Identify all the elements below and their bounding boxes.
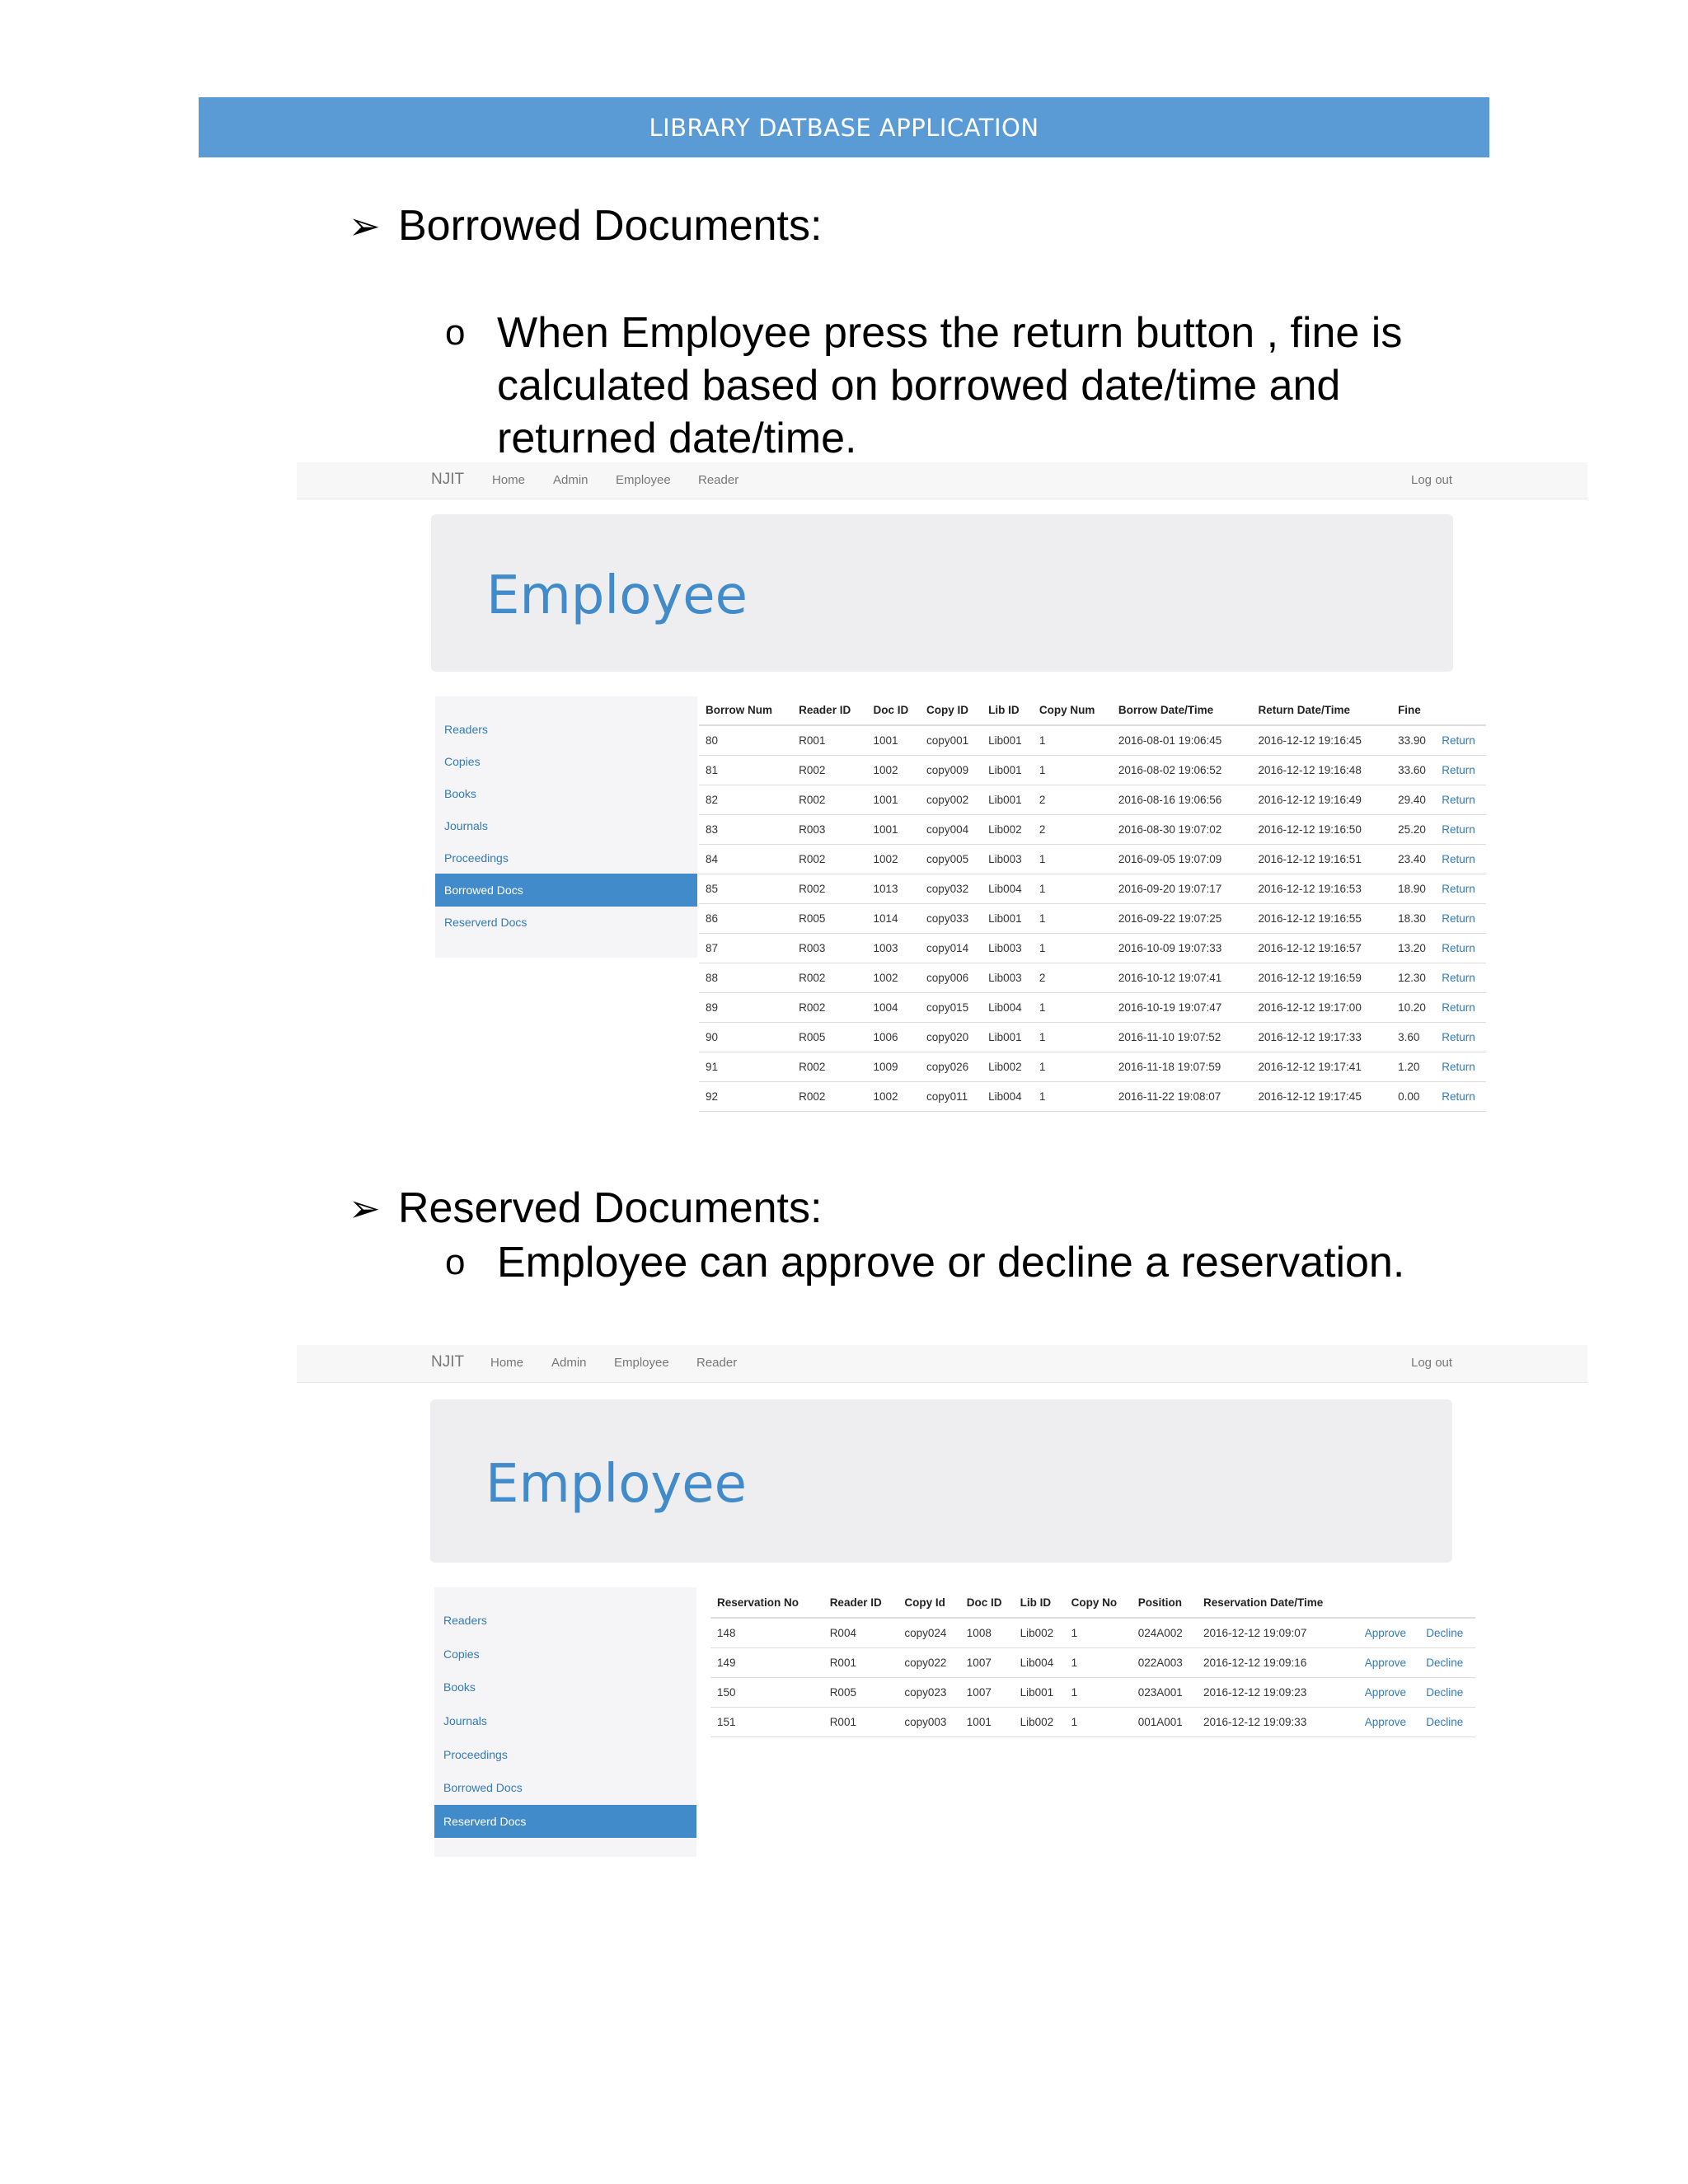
table-cell: 1002 [867, 845, 921, 874]
table-cell: 024A002 [1132, 1618, 1197, 1648]
sidebar-item-copies[interactable]: Copies [443, 1647, 480, 1661]
table-cell: 1008 [960, 1618, 1014, 1648]
column-header: Copy No [1065, 1587, 1132, 1618]
return-link[interactable]: Return [1435, 963, 1486, 993]
column-header: Return Date/Time [1251, 695, 1391, 725]
table-cell: 2016-11-10 19:07:52 [1112, 1023, 1252, 1052]
circle-bullet-icon: o [445, 1242, 466, 1282]
table-cell: R001 [823, 1648, 898, 1678]
return-link[interactable]: Return [1435, 1052, 1486, 1082]
table-cell: 10.20 [1391, 993, 1435, 1023]
page-title: Employee [486, 565, 748, 626]
sidebar-item-borrowed-docs[interactable]: Borrowed Docs [443, 1781, 523, 1794]
table-row [710, 1618, 1475, 1648]
reserved-docs-screenshot [297, 1345, 1587, 1856]
sidebar-item-books[interactable]: Books [444, 787, 476, 800]
top-navbar [297, 462, 1587, 499]
table-row [699, 904, 1486, 934]
return-link[interactable]: Return [1435, 904, 1486, 934]
sub-bullet-text: When Employee press the return button , fine is [497, 309, 1403, 357]
sidebar-item-proceedings[interactable]: Proceedings [444, 851, 509, 865]
table-cell: 23.40 [1391, 845, 1435, 874]
table-header-row [699, 695, 1486, 725]
table-cell: R002 [792, 845, 866, 874]
table-cell: 1002 [867, 1082, 921, 1112]
decline-link[interactable]: Decline [1419, 1708, 1475, 1737]
table-cell: 92 [699, 1082, 792, 1112]
return-link[interactable]: Return [1435, 845, 1486, 874]
column-header: Borrow Date/Time [1112, 695, 1252, 725]
decline-link[interactable]: Decline [1419, 1648, 1475, 1678]
table-cell: 1014 [867, 904, 921, 934]
column-header: Reservation No [710, 1587, 823, 1618]
table-cell: R003 [792, 815, 866, 845]
table-cell: Lib004 [982, 1082, 1033, 1112]
nav-employee[interactable]: Employee [614, 1356, 669, 1370]
sidebar-item-journals[interactable]: Journals [444, 819, 488, 832]
sub-bullet-text: calculated based on borrowed date/time and [497, 362, 1341, 410]
table-cell: 1 [1065, 1678, 1132, 1708]
table-row [699, 1023, 1486, 1052]
table-cell: copy006 [920, 963, 982, 993]
table-cell: 1001 [867, 815, 921, 845]
nav-employee[interactable]: Employee [616, 473, 671, 487]
reserved-docs-table [710, 1587, 1475, 1737]
table-cell: 25.20 [1391, 815, 1435, 845]
table-cell: 1 [1065, 1708, 1132, 1737]
table-cell: Lib001 [982, 904, 1033, 934]
column-header: Borrow Num [699, 695, 792, 725]
table-cell: Lib002 [982, 1052, 1033, 1082]
table-cell: 2016-12-12 19:09:16 [1197, 1648, 1358, 1678]
table-cell: 3.60 [1391, 1023, 1435, 1052]
table-cell: Lib004 [1014, 1648, 1065, 1678]
table-cell: 1 [1065, 1618, 1132, 1648]
document-header [199, 97, 1489, 157]
table-cell: copy023 [898, 1678, 959, 1708]
table-cell: 1 [1033, 725, 1112, 756]
section-heading-borrowed [349, 201, 822, 251]
table-cell: 1002 [867, 963, 921, 993]
column-header: Reservation Date/Time [1197, 1587, 1358, 1618]
sidebar-item-readers[interactable]: Readers [443, 1614, 487, 1627]
table-cell: Lib001 [1014, 1678, 1065, 1708]
table-cell: 2016-10-12 19:07:41 [1112, 963, 1252, 993]
sidebar-item-books[interactable]: Books [443, 1680, 476, 1694]
nav-home[interactable]: Home [492, 473, 526, 487]
table-cell: 2016-08-01 19:06:45 [1112, 725, 1252, 756]
approve-link[interactable]: Approve [1358, 1708, 1419, 1737]
table-cell: 2016-11-18 19:07:59 [1112, 1052, 1252, 1082]
table-cell: 1 [1033, 1023, 1112, 1052]
table-row [699, 756, 1486, 785]
table-cell: 1001 [867, 785, 921, 815]
table-cell: 2016-12-12 19:16:45 [1251, 725, 1391, 756]
table-cell: copy011 [920, 1082, 982, 1112]
table-cell: 1 [1033, 1052, 1112, 1082]
table-cell: 1009 [867, 1052, 921, 1082]
borrowed-docs-table [699, 695, 1486, 1112]
table-cell: 2016-12-12 19:16:48 [1251, 756, 1391, 785]
page-title: Employee [485, 1454, 747, 1515]
section-heading-text: Reserved Documents: [398, 1184, 823, 1232]
table-cell: copy026 [920, 1052, 982, 1082]
navbar-brand[interactable]: NJIT [431, 1353, 465, 1371]
table-cell: 83 [699, 815, 792, 845]
table-row [699, 934, 1486, 963]
column-header: Reader ID [792, 695, 866, 725]
table-cell: Lib004 [982, 993, 1033, 1023]
sidebar-item-readers[interactable]: Readers [444, 723, 488, 736]
navbar-brand[interactable]: NJIT [431, 471, 465, 488]
table-cell: 1006 [867, 1023, 921, 1052]
table-row [710, 1708, 1475, 1737]
table-cell: 022A003 [1132, 1648, 1197, 1678]
table-cell: Lib002 [1014, 1708, 1065, 1737]
table-cell: 2016-12-12 19:16:51 [1251, 845, 1391, 874]
table-cell: 1007 [960, 1648, 1014, 1678]
table-cell: 91 [699, 1052, 792, 1082]
table-cell: 13.20 [1391, 934, 1435, 963]
section-heading-text: Borrowed Documents: [398, 202, 823, 250]
sidebar-item-reserved-docs[interactable]: Reserverd Docs [444, 916, 528, 929]
table-cell: 87 [699, 934, 792, 963]
table-row [699, 993, 1486, 1023]
table-cell: 2016-12-12 19:09:33 [1197, 1708, 1358, 1737]
table-cell: R002 [792, 993, 866, 1023]
column-header: Lib ID [1014, 1587, 1065, 1618]
circle-bullet-icon: o [445, 312, 466, 353]
table-cell: 80 [699, 725, 792, 756]
column-header: Copy Id [898, 1587, 959, 1618]
table-cell: 1.20 [1391, 1052, 1435, 1082]
column-header [1419, 1587, 1475, 1618]
table-cell: 2016-10-19 19:07:47 [1112, 993, 1252, 1023]
table-cell: 90 [699, 1023, 792, 1052]
table-cell: 2016-12-12 19:17:33 [1251, 1023, 1391, 1052]
table-cell: 0.00 [1391, 1082, 1435, 1112]
table-cell: 2016-12-12 19:16:57 [1251, 934, 1391, 963]
table-cell: 1 [1033, 1082, 1112, 1112]
top-navbar [297, 1345, 1587, 1383]
table-cell: 023A001 [1132, 1678, 1197, 1708]
table-cell: 1001 [867, 725, 921, 756]
table-cell: 81 [699, 756, 792, 785]
table-cell: 001A001 [1132, 1708, 1197, 1737]
table-cell: copy003 [898, 1708, 959, 1737]
table-cell: 2016-09-20 19:07:17 [1112, 874, 1252, 904]
table-cell: 2016-12-12 19:16:49 [1251, 785, 1391, 815]
table-cell: 150 [710, 1678, 823, 1708]
table-cell: 18.30 [1391, 904, 1435, 934]
table-cell: 151 [710, 1708, 823, 1737]
table-cell: 2016-12-12 19:16:53 [1251, 874, 1391, 904]
return-link[interactable]: Return [1435, 874, 1486, 904]
return-link[interactable]: Return [1435, 1023, 1486, 1052]
table-cell: 2 [1033, 815, 1112, 845]
table-cell: R005 [792, 1023, 866, 1052]
table-row [710, 1648, 1475, 1678]
table-cell: R002 [792, 963, 866, 993]
table-cell: R001 [792, 725, 866, 756]
table-cell: 2016-12-12 19:17:00 [1251, 993, 1391, 1023]
table-cell: 1004 [867, 993, 921, 1023]
sub-bullet-text: Employee can approve or decline a reservation. [497, 1239, 1405, 1286]
table-row [699, 845, 1486, 874]
column-header: Copy Num [1033, 695, 1112, 725]
table-cell: R005 [792, 904, 866, 934]
table-header-row [710, 1587, 1475, 1618]
table-cell: 88 [699, 963, 792, 993]
sidebar [434, 1587, 696, 1857]
table-row [699, 1052, 1486, 1082]
sidebar-item-reserved-docs[interactable]: Reserverd Docs [434, 1805, 696, 1838]
sidebar-item-journals[interactable]: Journals [443, 1714, 487, 1727]
table-cell: 2016-08-02 19:06:52 [1112, 756, 1252, 785]
column-header: Lib ID [982, 695, 1033, 725]
table-row [699, 1082, 1486, 1112]
document-header-title: LIBRARY DATBASE APPLICATION [649, 113, 1039, 142]
table-cell: R002 [792, 874, 866, 904]
table-cell: 33.90 [1391, 725, 1435, 756]
column-header [1435, 695, 1486, 725]
table-cell: 148 [710, 1618, 823, 1648]
sub-bullet-text: returned date/time. [497, 415, 857, 462]
table-cell: 29.40 [1391, 785, 1435, 815]
table-cell: 2016-12-12 19:16:50 [1251, 815, 1391, 845]
table-cell: R002 [792, 1082, 866, 1112]
table-cell: Lib004 [982, 874, 1033, 904]
table-cell: 1 [1065, 1648, 1132, 1678]
table-cell: Lib003 [982, 845, 1033, 874]
arrow-bullet-icon: ➢ [349, 204, 381, 247]
arrow-bullet-icon: ➢ [349, 1187, 381, 1230]
nav-admin[interactable]: Admin [551, 1356, 587, 1370]
table-cell: 149 [710, 1648, 823, 1678]
logout-link[interactable]: Log out [1411, 1356, 1453, 1370]
table-row [699, 785, 1486, 815]
table-cell: Lib001 [982, 725, 1033, 756]
table-cell: 33.60 [1391, 756, 1435, 785]
nav-reader[interactable]: Reader [696, 1356, 738, 1370]
table-cell: 1 [1033, 874, 1112, 904]
table-cell: Lib002 [982, 815, 1033, 845]
return-link[interactable]: Return [1435, 785, 1486, 815]
table-row [699, 815, 1486, 845]
table-cell: R001 [823, 1708, 898, 1737]
table-cell: R002 [792, 1052, 866, 1082]
return-link[interactable]: Return [1435, 1082, 1486, 1112]
table-cell: Lib001 [982, 756, 1033, 785]
table-cell: copy024 [898, 1618, 959, 1648]
borrowed-docs-screenshot [297, 462, 1587, 1122]
table-cell: R003 [792, 934, 866, 963]
jumbotron [431, 514, 1453, 672]
table-row [710, 1678, 1475, 1708]
table-cell: R002 [792, 785, 866, 815]
table-cell: 2 [1033, 785, 1112, 815]
table-cell: Lib001 [982, 1023, 1033, 1052]
return-link[interactable]: Return [1435, 756, 1486, 785]
return-link[interactable]: Return [1435, 934, 1486, 963]
table-cell: 2016-12-12 19:16:59 [1251, 963, 1391, 993]
table-cell: 2016-09-22 19:07:25 [1112, 904, 1252, 934]
table-cell: 2016-11-22 19:08:07 [1112, 1082, 1252, 1112]
column-header: Doc ID [867, 695, 921, 725]
table-cell: Lib002 [1014, 1618, 1065, 1648]
return-link[interactable]: Return [1435, 815, 1486, 845]
table-cell: copy015 [920, 993, 982, 1023]
approve-link[interactable]: Approve [1358, 1678, 1419, 1708]
table-row [699, 963, 1486, 993]
table-cell: 1001 [960, 1708, 1014, 1737]
nav-home[interactable]: Home [490, 1356, 524, 1370]
table-cell: 84 [699, 845, 792, 874]
table-cell: copy002 [920, 785, 982, 815]
column-header: Doc ID [960, 1587, 1014, 1618]
table-row [699, 725, 1486, 756]
table-cell: copy009 [920, 756, 982, 785]
sidebar [435, 696, 697, 958]
table-cell: 2016-12-12 19:17:45 [1251, 1082, 1391, 1112]
table-cell: copy022 [898, 1648, 959, 1678]
table-cell: R002 [792, 756, 866, 785]
table-cell: 2 [1033, 963, 1112, 993]
table-cell: 1 [1033, 845, 1112, 874]
decline-link[interactable]: Decline [1419, 1618, 1475, 1648]
table-cell: 82 [699, 785, 792, 815]
table-cell: copy001 [920, 725, 982, 756]
return-link[interactable]: Return [1435, 725, 1486, 756]
table-cell: copy032 [920, 874, 982, 904]
table-cell: 85 [699, 874, 792, 904]
table-cell: R005 [823, 1678, 898, 1708]
table-cell: 2016-12-12 19:09:23 [1197, 1678, 1358, 1708]
table-cell: 2016-10-09 19:07:33 [1112, 934, 1252, 963]
sidebar-item-proceedings[interactable]: Proceedings [443, 1748, 508, 1761]
nav-admin[interactable]: Admin [553, 473, 588, 487]
table-cell: Lib003 [982, 963, 1033, 993]
column-header [1358, 1587, 1419, 1618]
approve-link[interactable]: Approve [1358, 1648, 1419, 1678]
table-cell: 1003 [867, 934, 921, 963]
column-header: Fine [1391, 695, 1435, 725]
table-cell: 86 [699, 904, 792, 934]
table-cell: 12.30 [1391, 963, 1435, 993]
table-cell: 1 [1033, 904, 1112, 934]
table-cell: 1007 [960, 1678, 1014, 1708]
table-cell: 1 [1033, 934, 1112, 963]
table-cell: 1002 [867, 756, 921, 785]
column-header: Reader ID [823, 1587, 898, 1618]
table-cell: 2016-08-16 19:06:56 [1112, 785, 1252, 815]
table-cell: 2016-08-30 19:07:02 [1112, 815, 1252, 845]
table-cell: copy004 [920, 815, 982, 845]
table-cell: 1013 [867, 874, 921, 904]
table-cell: copy033 [920, 904, 982, 934]
table-cell: Lib001 [982, 785, 1033, 815]
section-heading-reserved [349, 1183, 822, 1233]
return-link[interactable]: Return [1435, 993, 1486, 1023]
table-cell: 18.90 [1391, 874, 1435, 904]
table-cell: copy005 [920, 845, 982, 874]
table-cell: 2016-12-12 19:17:41 [1251, 1052, 1391, 1082]
table-row [699, 874, 1486, 904]
table-cell: R004 [823, 1618, 898, 1648]
approve-link[interactable]: Approve [1358, 1618, 1419, 1648]
column-header: Position [1132, 1587, 1197, 1618]
sidebar-item-borrowed-docs[interactable]: Borrowed Docs [435, 874, 697, 907]
table-cell: 2016-09-05 19:07:09 [1112, 845, 1252, 874]
decline-link[interactable]: Decline [1419, 1678, 1475, 1708]
sidebar-item-copies[interactable]: Copies [444, 755, 481, 768]
table-cell: 1 [1033, 756, 1112, 785]
table-cell: 2016-12-12 19:09:07 [1197, 1618, 1358, 1648]
logout-link[interactable]: Log out [1411, 473, 1453, 487]
table-cell: 89 [699, 993, 792, 1023]
table-cell: Lib003 [982, 934, 1033, 963]
table-cell: copy020 [920, 1023, 982, 1052]
nav-reader[interactable]: Reader [698, 473, 739, 487]
jumbotron [430, 1399, 1452, 1563]
table-cell: 1 [1033, 993, 1112, 1023]
table-cell: 2016-12-12 19:16:55 [1251, 904, 1391, 934]
table-cell: copy014 [920, 934, 982, 963]
column-header: Copy ID [920, 695, 982, 725]
